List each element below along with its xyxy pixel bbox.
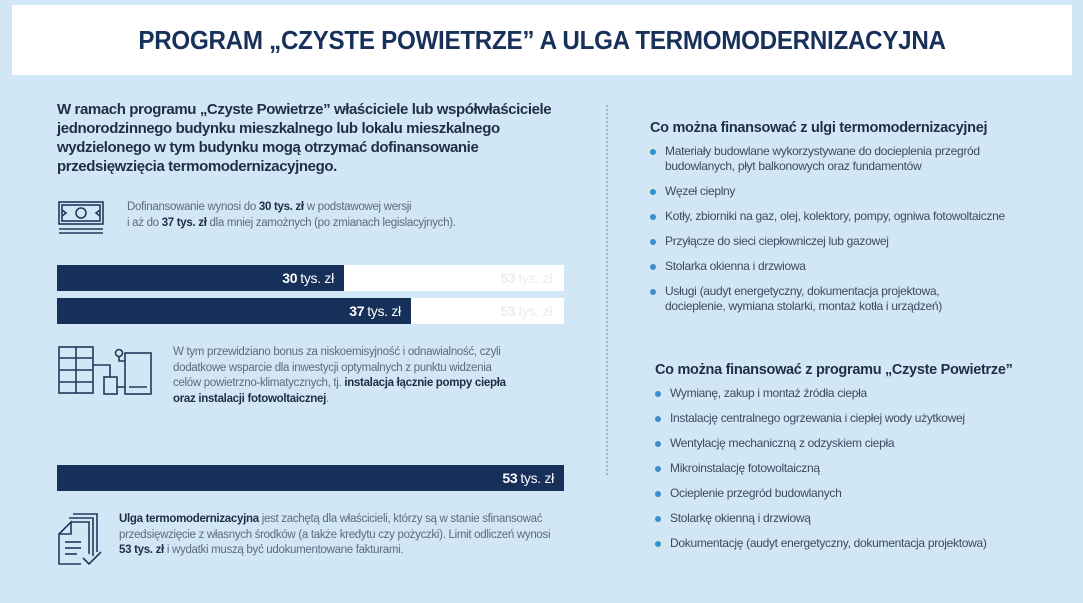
bullet-icon [650, 239, 656, 245]
relief-info [57, 512, 559, 570]
program-eligible-list [655, 386, 1065, 551]
intro-paragraph: W ramach programu „Czyste Powietrze” właściciele lub współwłaściciele jednorodzinnego budynku mieszkalnego lub lokalu mieszkalnego wydzielonego w tym budynku mogą otrzymać dofinansowanie przedsięwzięcia termomodernizacyjnego. [57, 101, 552, 175]
list-item: Stolarkę okienną i drzwiową [655, 511, 1065, 526]
relief-eligible-section [650, 120, 1060, 324]
list-item: Ocieplenie przegród budowlanych [655, 486, 1065, 501]
section-title: Co można finansować z programu „Czyste Powietrze” [655, 362, 1013, 378]
list-item: Stolarka okienna i drzwiowa [650, 259, 1060, 274]
banknote-icon [57, 200, 105, 236]
bullet-icon [655, 466, 661, 472]
funding-line-1: Dofinansowanie wynosi do 30 tys. zł w podstawowej wersji [127, 201, 412, 213]
list-item: Usługi (audyt energetyczny, dokumentacja projektowa, docieplenie, wymiana stolarki, montaż kotła i urządzeń) [650, 284, 980, 314]
list-item: Wentylację mechaniczną z odzyskiem ciepła [655, 436, 1065, 451]
list-item: Kotły, zbiorniki na gaz, olej, kolektory, pompy, ogniwa fotowoltaiczne [650, 209, 1060, 224]
bullet-icon [655, 416, 661, 422]
heat-pump-installation-icon [57, 345, 157, 397]
relief-eligible-list [650, 144, 1060, 314]
page-title: PROGRAM „CZYSTE POWIETRZE” A ULGA TERMOMODERNIZACYJNA [138, 24, 946, 55]
list-item: Instalację centralnego ogrzewania i ciepłej wody użytkowej [655, 411, 1065, 426]
list-item: Mikroinstalację fotowoltaiczną [655, 461, 1065, 476]
funding-info [57, 200, 456, 236]
funding-bar-max: 53 tys. zł [500, 270, 552, 286]
list-item: Materiały budowlane wykorzystywane do docieplenia przegród budowlanych, płyt balkonowych oraz fundamentów [650, 144, 1000, 174]
list-item: Dokumentację (audyt energetyczny, dokumentacja projektowa) [655, 536, 1065, 551]
bullet-icon [650, 214, 656, 220]
bullet-icon [650, 149, 656, 155]
program-eligible-section [655, 362, 1065, 561]
bonus-info [57, 345, 513, 407]
bullet-icon [655, 441, 661, 447]
list-item: Przyłącze do sieci ciepłowniczej lub gazowej [650, 234, 1060, 249]
funding-bar-fill: 37 tys. zł [57, 298, 411, 324]
list-item: Węzeł cieplny [650, 184, 1060, 199]
bonus-text: W tym przewidziano bonus za niskoemisyjność i odnawialność, czyli dodatkowe wsparcie dla inwestycji optymalnych z punktu widzenia celów powietrzno-klimatycznych, tj. instalacja łącznie pompy ciepła oraz instalacji fotowoltaicznej. [173, 346, 506, 405]
list-item: Wymianę, zakup i montaż źródła ciepła [655, 386, 1065, 401]
funding-bar-increased [57, 298, 564, 324]
section-title: Co można finansować z ulgi termomodernizacyjnej [650, 120, 988, 136]
bullet-icon [650, 264, 656, 270]
relief-text: Ulga termomodernizacyjna jest zachętą dla właścicieli, którzy są w stanie sfinansować przedsięwzięcie z własnych środków (a także kredytu czy pożyczki). Limit odliczeń wynosi 53 tys. zł i wydatki muszą być udokumentowane fakturami. [119, 513, 551, 556]
relief-limit-bar [57, 465, 564, 491]
bullet-icon [650, 189, 656, 195]
funding-bar-max: 53 tys. zł [500, 303, 552, 319]
bullet-icon [655, 391, 661, 397]
funding-bar-basic [57, 265, 564, 291]
bullet-icon [655, 491, 661, 497]
funding-line-2: i aż do 37 tys. zł dla mniej zamożnych (po zmianach legislacyjnych). [127, 216, 456, 229]
funding-bar-fill: 30 tys. zł [57, 265, 344, 291]
relief-bar-fill: 53 tys. zł [57, 465, 564, 491]
bullet-icon [655, 516, 661, 522]
documents-check-icon [57, 512, 103, 570]
bullet-icon [655, 541, 661, 547]
column-divider [606, 105, 608, 475]
bullet-icon [650, 289, 656, 295]
header-banner [12, 5, 1072, 75]
